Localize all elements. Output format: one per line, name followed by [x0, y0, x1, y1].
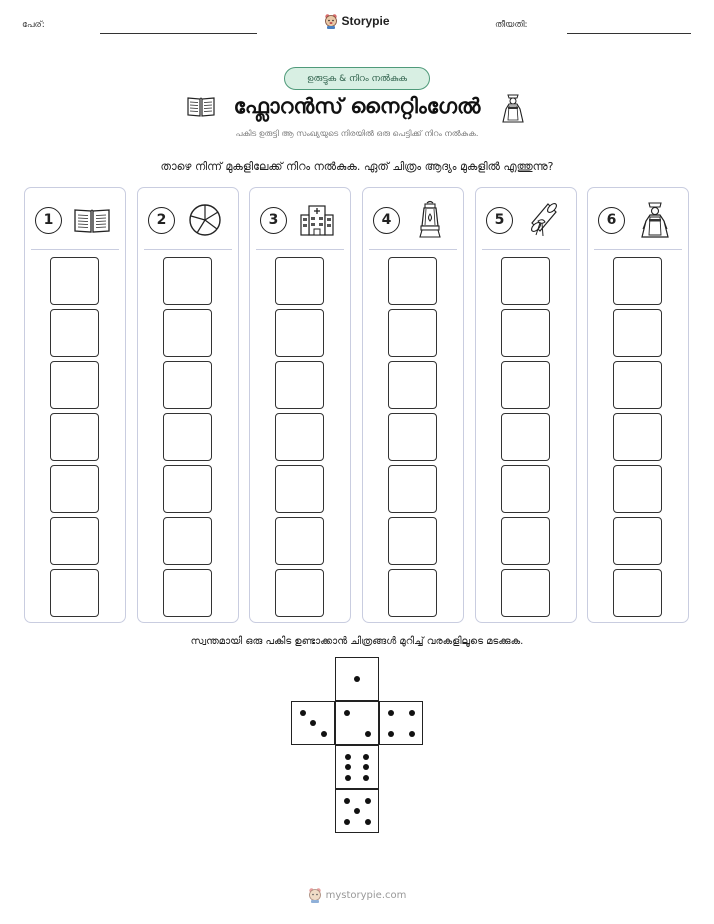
color-box[interactable] [275, 465, 324, 513]
column-divider [31, 249, 119, 250]
pip [365, 819, 371, 825]
color-box[interactable] [50, 361, 99, 409]
color-box[interactable] [50, 257, 99, 305]
box-stack [275, 257, 324, 621]
date-line[interactable] [567, 33, 691, 34]
pip [363, 754, 369, 760]
column-divider [144, 249, 232, 250]
column-divider [369, 249, 457, 250]
pip [345, 764, 351, 770]
pip [344, 819, 350, 825]
scroll-icon [523, 202, 563, 238]
die-face-6[interactable] [335, 745, 379, 789]
color-box[interactable] [163, 465, 212, 513]
pip [354, 676, 360, 682]
column-6 [587, 187, 689, 623]
column-5 [475, 187, 577, 623]
color-box[interactable] [275, 517, 324, 565]
column-divider [594, 249, 682, 250]
color-box[interactable] [388, 413, 437, 461]
color-box[interactable] [163, 257, 212, 305]
color-box[interactable] [613, 517, 662, 565]
pip [388, 731, 394, 737]
die-face-4[interactable] [379, 701, 423, 745]
pip [345, 754, 351, 760]
box-stack [163, 257, 212, 621]
open-book-icon [72, 202, 112, 238]
title-row [0, 92, 714, 124]
oil-lamp-icon [410, 202, 450, 238]
brand-logo [0, 13, 714, 29]
color-box[interactable] [501, 257, 550, 305]
color-box[interactable] [388, 257, 437, 305]
color-box[interactable] [388, 361, 437, 409]
storypie-mascot-icon [308, 887, 322, 903]
color-box[interactable] [275, 309, 324, 357]
column-number: 4 [373, 207, 400, 234]
color-box[interactable] [388, 465, 437, 513]
column-number: 3 [260, 207, 287, 234]
column-number: 1 [35, 207, 62, 234]
color-box[interactable] [501, 465, 550, 513]
hospital-icon [297, 202, 337, 238]
die-face-5[interactable] [335, 789, 379, 833]
name-label: പേര്: [22, 20, 45, 30]
storypie-mascot-icon [324, 13, 338, 29]
color-box[interactable] [613, 569, 662, 617]
column-number: 2 [148, 207, 175, 234]
color-box[interactable] [388, 517, 437, 565]
color-box[interactable] [275, 413, 324, 461]
pip [363, 764, 369, 770]
column-divider [256, 249, 344, 250]
color-box[interactable] [388, 569, 437, 617]
box-stack [388, 257, 437, 621]
box-stack [501, 257, 550, 621]
column-number: 6 [598, 207, 625, 234]
footer-url[interactable]: mystorypie.com [325, 889, 407, 901]
die-face-3[interactable] [291, 701, 335, 745]
color-box[interactable] [613, 361, 662, 409]
column-number: 5 [486, 207, 513, 234]
pie-chart-icon [185, 202, 225, 238]
name-line[interactable] [100, 33, 257, 34]
color-box[interactable] [613, 413, 662, 461]
pip [354, 808, 360, 814]
column-3 [249, 187, 351, 623]
box-stack [50, 257, 99, 621]
subtitle: പകിട ഉരുട്ടി ആ സംഖ്യയുടെ നിരയിൽ ഒരു പെട്ടിക്ക് നിറം നൽകുക. [235, 129, 479, 138]
color-box[interactable] [613, 465, 662, 513]
pip [345, 775, 351, 781]
color-box[interactable] [163, 569, 212, 617]
box-stack [613, 257, 662, 621]
page-title: ഫ്ലോറൻസ് നൈറ്റിംഗേൽ [233, 94, 481, 118]
footer [0, 887, 714, 903]
color-box[interactable] [275, 361, 324, 409]
color-box[interactable] [501, 569, 550, 617]
color-box[interactable] [388, 309, 437, 357]
pip [363, 775, 369, 781]
pip [365, 798, 371, 804]
pip [365, 731, 371, 737]
color-box[interactable] [613, 257, 662, 305]
pip [321, 731, 327, 737]
instruction: താഴെ നിന്ന് മുകളിലേക്ക് നിറം നൽകുക. ഏത് ചിത്രം ആദ്യം മുകളിൽ എത്തുന്നു? [160, 160, 554, 173]
pip [310, 720, 316, 726]
color-box[interactable] [275, 257, 324, 305]
pip [388, 710, 394, 716]
color-box[interactable] [50, 465, 99, 513]
column-1 [24, 187, 126, 623]
pip [409, 731, 415, 737]
column-2 [137, 187, 239, 623]
color-box[interactable] [501, 361, 550, 409]
column-4 [362, 187, 464, 623]
die-face-2[interactable] [335, 701, 379, 745]
color-box[interactable] [163, 309, 212, 357]
pip [344, 798, 350, 804]
pip [409, 710, 415, 716]
pip [300, 710, 306, 716]
nurse-uniform-icon [500, 92, 526, 128]
color-box[interactable] [163, 413, 212, 461]
color-box[interactable] [501, 309, 550, 357]
pip [344, 710, 350, 716]
die-face-1[interactable] [335, 657, 379, 701]
activity-tag: ഉരുട്ടുക & നിറം നൽകുക [284, 67, 430, 90]
fold-instruction: സ്വന്തമായി ഒരു പകിട ഉണ്ടാക്കാൻ ചിത്രങ്ങൾ മുറിച്ച് വരകളിലൂടെ മടക്കുക. [190, 636, 524, 647]
color-box[interactable] [275, 569, 324, 617]
color-box[interactable] [50, 569, 99, 617]
color-box[interactable] [501, 517, 550, 565]
brand-name: Storypie [341, 14, 390, 28]
color-box[interactable] [50, 413, 99, 461]
color-box[interactable] [613, 309, 662, 357]
color-box[interactable] [50, 517, 99, 565]
color-box[interactable] [501, 413, 550, 461]
color-box[interactable] [163, 517, 212, 565]
column-divider [482, 249, 570, 250]
nurse-uniform-icon [635, 202, 675, 238]
color-box[interactable] [163, 361, 212, 409]
color-box[interactable] [50, 309, 99, 357]
date-label: തീയതി: [495, 20, 528, 30]
